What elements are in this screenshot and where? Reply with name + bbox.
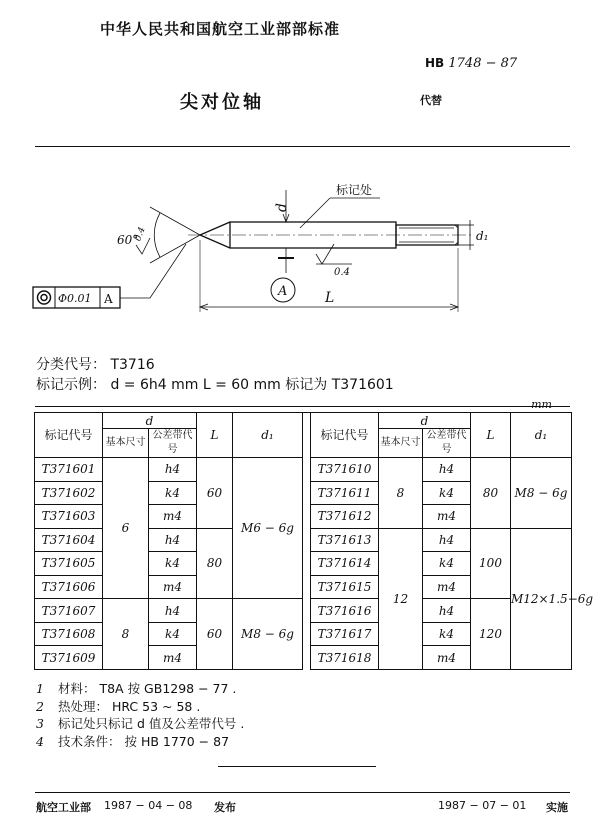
publish-label: 发布 <box>214 801 236 814</box>
table-row-code: T371612 <box>311 505 379 529</box>
shaft-roughness-label: 0.4 <box>334 267 350 278</box>
length-cell: 100 <box>471 528 511 599</box>
tolerance-cell: h4 <box>423 599 471 623</box>
tolerance-cell: m4 <box>423 575 471 599</box>
notes-list <box>36 680 244 750</box>
length-label: L <box>325 290 335 306</box>
document-title: 尖对位轴 <box>180 92 264 113</box>
table-row-code: T371618 <box>311 646 379 670</box>
part-drawing <box>0 150 600 350</box>
tolerance-value: Φ0.01 <box>58 292 92 305</box>
notes-end-rule <box>218 766 376 767</box>
basic-size-cell: 8 <box>103 599 149 670</box>
tolerance-cell: k4 <box>423 481 471 505</box>
header-d-left: d <box>103 413 197 429</box>
header-mark-right: 标记代号 <box>311 413 379 458</box>
length-cell: 120 <box>471 599 511 670</box>
table-row-code: T371608 <box>35 622 103 646</box>
table-row-code: T371607 <box>35 599 103 623</box>
header-L-right: L <box>471 413 511 458</box>
datum-label: A <box>278 284 288 299</box>
tolerance-cell: k4 <box>423 552 471 576</box>
tolerance-cell: m4 <box>149 646 197 670</box>
table-top-rule <box>35 406 570 407</box>
effective-date: 1987 − 07 − 01 <box>438 799 527 812</box>
note-item: 4 技术条件： 按 HB 1770 − 87 <box>36 733 230 749</box>
d-label: d <box>274 203 290 212</box>
class-code-line: 分类代号： T3716 <box>36 357 155 373</box>
tolerance-cell: k4 <box>149 622 197 646</box>
marking-example-line: 标记示例： d = 6h4 mm L = 60 mm 标记为 T371601 <box>36 377 394 393</box>
tolerance-cell: h4 <box>423 458 471 482</box>
tolerance-cell: h4 <box>149 458 197 482</box>
tolerance-datum: A <box>104 292 113 306</box>
tolerance-cell: h4 <box>423 528 471 552</box>
tolerance-cell: h4 <box>149 528 197 552</box>
specification-table <box>34 412 594 670</box>
length-cell: 80 <box>197 528 233 599</box>
table-row-code: T371617 <box>311 622 379 646</box>
tolerance-cell: m4 <box>149 575 197 599</box>
tolerance-cell: k4 <box>149 552 197 576</box>
publisher: 航空工业部 <box>36 801 91 814</box>
table-row-code: T371602 <box>35 481 103 505</box>
header-d1-left: d₁ <box>233 413 303 458</box>
tolerance-cell: m4 <box>149 505 197 529</box>
standard-organization: 中华人民共和国航空工业部部标准 <box>100 20 341 38</box>
table-row-code: T371616 <box>311 599 379 623</box>
note-item: 2 热处理： HRC 53 ~ 58 . <box>36 698 201 714</box>
length-cell: 60 <box>197 599 233 670</box>
header-L-left: L <box>197 413 233 458</box>
unit-label: mm <box>531 398 552 411</box>
note-item: 1 材料： T8A 按 GB1298 − 77 . <box>36 681 237 696</box>
basic-size-cell: 6 <box>103 458 149 599</box>
table-row-code: T371603 <box>35 505 103 529</box>
table-row-code: T371605 <box>35 552 103 576</box>
thread-cell: M12×1.5−6g <box>511 528 572 669</box>
header-tol-left: 公差带代号 <box>149 429 197 458</box>
header-d-right: d <box>379 413 471 429</box>
thread-cell: M8 − 6g <box>511 458 572 529</box>
table-row-code: T371601 <box>35 458 103 482</box>
basic-size-cell: 12 <box>379 528 423 669</box>
table-row-code: T371613 <box>311 528 379 552</box>
standard-code-prefix: HB <box>425 56 445 70</box>
length-cell: 60 <box>197 458 233 529</box>
replaces-label: 代替 <box>420 94 442 107</box>
table-row-code: T371615 <box>311 575 379 599</box>
tolerance-cell: k4 <box>149 481 197 505</box>
table-row-code: T371611 <box>311 481 379 505</box>
tolerance-cell: m4 <box>423 646 471 670</box>
table-row-code: T371609 <box>35 646 103 670</box>
effective-label: 实施 <box>546 801 568 814</box>
header-basic-left: 基本尺寸 <box>103 429 149 458</box>
marking-label: 标记处 <box>336 183 373 197</box>
standard-code <box>425 56 517 71</box>
header-rule <box>35 146 570 147</box>
table-row-code: T371610 <box>311 458 379 482</box>
table-row-code: T371604 <box>35 528 103 552</box>
tolerance-cell: h4 <box>149 599 197 623</box>
concentricity-icon <box>38 291 51 304</box>
tip-roughness-label: 0.4 <box>133 225 148 243</box>
thread-cell: M8 − 6g <box>233 599 303 670</box>
standard-code-number: 1748 − 87 <box>448 56 518 71</box>
footer-rule <box>35 792 570 793</box>
table-row-code: T371614 <box>311 552 379 576</box>
angle-label: 60° <box>117 233 139 247</box>
header-mark-left: 标记代号 <box>35 413 103 458</box>
thread-cell: M6 − 6g <box>233 458 303 599</box>
note-item: 3 标记处只标记 d 值及公差带代号 . <box>36 716 245 731</box>
d1-label: d₁ <box>476 229 489 243</box>
header-tol-right: 公差带代号 <box>423 429 471 458</box>
basic-size-cell: 8 <box>379 458 423 529</box>
tolerance-cell: k4 <box>423 622 471 646</box>
publish-date: 1987 − 04 − 08 <box>104 799 193 812</box>
tolerance-cell: m4 <box>423 505 471 529</box>
header-basic-right: 基本尺寸 <box>379 429 423 458</box>
table-row-code: T371606 <box>35 575 103 599</box>
length-cell: 80 <box>471 458 511 529</box>
header-d1-right: d₁ <box>511 413 572 458</box>
